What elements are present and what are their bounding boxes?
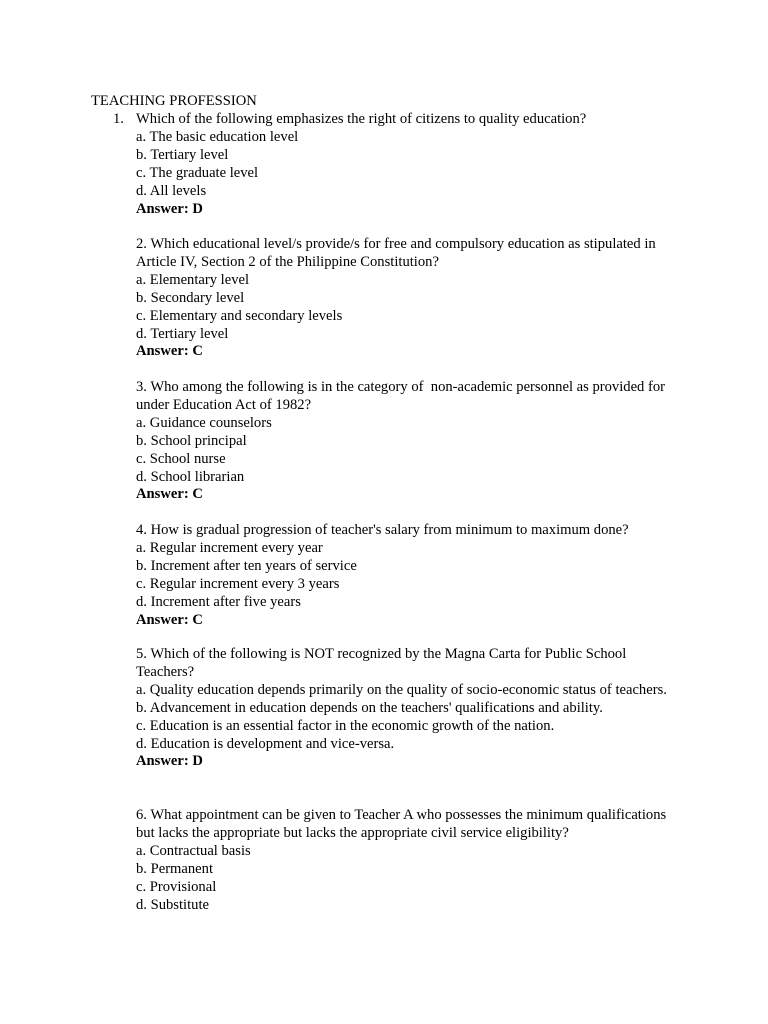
option-d: d. Education is development and vice-versa. (136, 735, 395, 752)
question-text: 4. How is gradual progression of teacher's salary from minimum to maximum done? (136, 522, 629, 538)
answer-key: Answer: C (136, 611, 203, 628)
question-3 (136, 379, 681, 504)
answer-key: Answer: D (136, 200, 203, 217)
option-c: c. Education is an essential factor in the economic growth of the nation. (136, 717, 555, 734)
option-c: c. The graduate level (136, 164, 259, 181)
option-b: b. Increment after ten years of service (136, 557, 357, 574)
question-4 (136, 522, 681, 629)
question-text: 6. What appointment can be given to Teacher A who possesses the minimum qualifications but lacks the appropriate but lacks the appropriate civil service eligibility? (136, 807, 667, 841)
option-a: a. Guidance counselors (136, 414, 272, 431)
option-c: c. Provisional (136, 878, 217, 895)
answer-key: Answer: D (136, 753, 203, 770)
option-a: a. Elementary level (136, 271, 250, 288)
option-a: a. Quality education depends primarily on the quality of socio-economic status of teachers. (136, 681, 667, 698)
option-d: d. Substitute (136, 896, 209, 913)
option-d: d. All levels (136, 182, 207, 199)
answer-key: Answer: C (136, 343, 203, 360)
option-b: b. Tertiary level (136, 146, 229, 163)
question-6 (136, 807, 681, 914)
option-a: a. The basic education level (136, 128, 299, 145)
question-text: 3. Who among the following is in the category of non-academic personnel as provided for under Education Act of 1982? (136, 379, 669, 413)
question-5 (136, 646, 681, 771)
option-b: b. Permanent (136, 860, 214, 877)
question-2 (136, 236, 681, 361)
question-number: 1. (113, 111, 124, 127)
option-d: d. School librarian (136, 468, 245, 485)
option-b: b. Advancement in education depends on the teachers' qualifications and ability. (136, 699, 603, 716)
question-1 (113, 111, 681, 218)
question-text: Which of the following emphasizes the right of citizens to quality education? (136, 111, 587, 127)
option-a: a. Contractual basis (136, 842, 251, 859)
question-text: 2. Which educational level/s provide/s for free and compulsory education as stipulated in Article IV, Section 2 of the Philippine Constitution? (136, 236, 656, 270)
document-title: TEACHING PROFESSION (91, 93, 257, 109)
option-c: c. Elementary and secondary levels (136, 307, 343, 324)
question-text: 5. Which of the following is NOT recognized by the Magna Carta for Public School Teachers? (136, 646, 627, 680)
option-a: a. Regular increment every year (136, 539, 323, 556)
option-c: c. School nurse (136, 450, 226, 467)
option-b: b. Secondary level (136, 289, 245, 306)
option-b: b. School principal (136, 432, 247, 449)
option-d: d. Tertiary level (136, 325, 229, 342)
option-c: c. Regular increment every 3 years (136, 575, 340, 592)
option-d: d. Increment after five years (136, 593, 301, 610)
answer-key: Answer: C (136, 486, 203, 503)
